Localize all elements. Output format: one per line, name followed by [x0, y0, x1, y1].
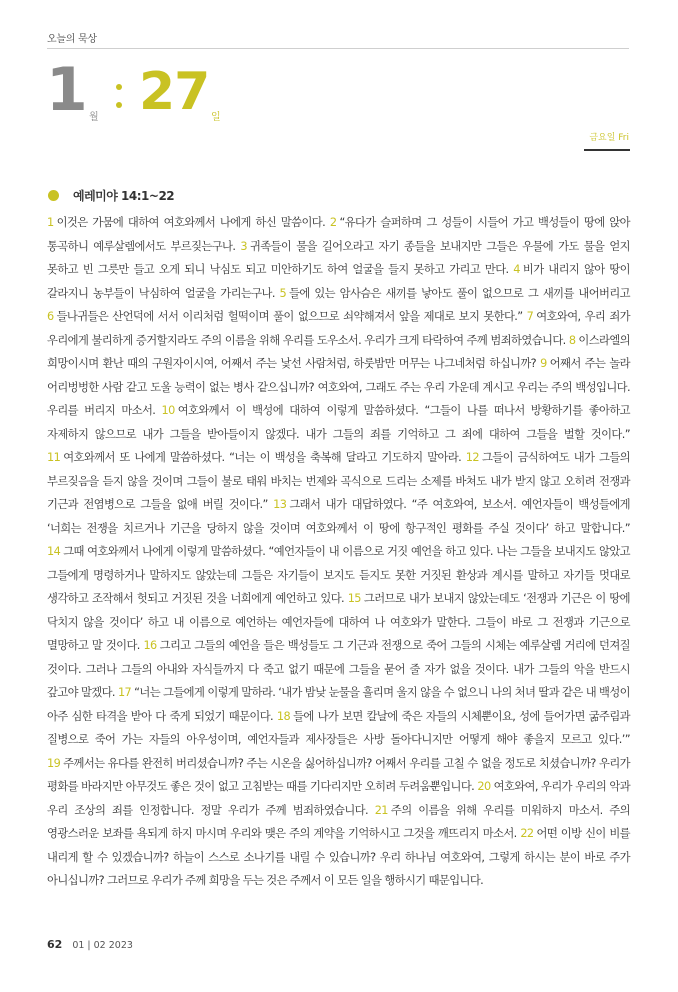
verse-text: “너는 그들에게 이렇게 말하라. ‘내가 밤낮 눈물을 흘리며 울지 않을 수 없으니 나의 처녀 딸과 같은 내 백성이 아주 심한 타격을 받아 다 죽게 되었기 때문이다. [47, 686, 630, 723]
verse-text: 그리고 그들의 예언을 들은 백성들도 그 기근과 전쟁으로 죽어 그들의 시체는 예루살렘 거리에 던져질 것이다. 그러나 그들의 아내와 자식들까지 다 죽고 없기 때문에 그들을 묻어 줄 자가 없을 것이다. 내가 그들의 악을 반드시 갚고야 말겠다. [47, 639, 630, 699]
verse-number: 15 [347, 592, 361, 605]
day-number: 27 [139, 62, 210, 122]
verse-number: 2 [329, 216, 337, 229]
day-unit: 일 [211, 112, 221, 123]
verse-text: 그때 여호와께서 나에게 이렇게 말씀하셨다. “예언자들이 내 이름으로 거짓 예언을 하고 있다. 나는 그들을 보내지도 않았고 그들에게 명령하거나 말하지도 않았는데 그들은 자기들이 보지도 듣지도 못한 거짓된 환상과 계시를 말하고 자기들 멋대로 생각하고 조작해서 헛되고 거짓된 것을 너희에게 예언하고 있다. [47, 545, 630, 605]
header-divider [47, 48, 629, 49]
verse-text: 여호와께서 이 백성에 대하여 이렇게 말씀하셨다. “그들이 나를 떠나서 방황하기를 좋아하고 자제하지 않으므로 내가 그들을 받아들이지 않겠다. 내가 그들의 죄를 기억하고 그 죄에 대하여 그들을 벌할 것이다.” [47, 404, 630, 441]
verse-text: 들나귀들은 산언덕에 서서 이리처럼 헐떡이며 풀이 없으므로 쇠약해져서 앞을 제대로 보지 못한다.” [56, 310, 523, 323]
month-unit: 월 [89, 112, 99, 123]
verse-number: 9 [540, 357, 547, 370]
issue-date: 01 | 02 2023 [72, 940, 133, 951]
verse-text: 어째서 주는 놀라 어리벙벙한 사람 같고 도울 능력이 없는 병사 같으십니까? 여호와여, 그래도 주는 우리 가운데 계시고 우리는 주의 백성입니다. 우리를 버리지 마소서. [47, 357, 630, 417]
verse-text: 귀족들이 물을 길어오라고 자기 종들을 보내지만 그들은 우물에 가도 물을 얻지 못하고 빈 그릇만 들고 오게 되니 낙심도 되고 미안하기도 하여 얼굴을 들지 못하고 가리고 만다. [47, 239, 630, 276]
verse-number: 13 [273, 498, 287, 511]
verse-number: 14 [47, 545, 61, 558]
verse-text: 여호와께서 또 나에게 말씀하셨다. “너는 이 백성을 축복해 달라고 기도하지 말아라. [63, 451, 462, 464]
scripture-reference [48, 187, 174, 204]
verse-text: 어떤 이방 신이 비를 내리게 할 수 있겠습니까? 하늘이 스스로 소나기를 내릴 수 있습니까? 우리 하나님 여호와여, 그렇게 하시는 분이 바로 주가 아니십니까? 그러므로 우리가 주께 희망을 두는 것은 주께서 이 모든 일을 행하시기 때문입니다. [47, 827, 630, 887]
verse-text: “유다가 슬퍼하며 그 성들이 시들어 가고 백성들이 땅에 앉아 통곡하니 예루살렘에서도 부르짖는구나. [47, 216, 630, 253]
verse-number: 5 [279, 286, 287, 300]
verse-number: 16 [143, 639, 157, 652]
weekday-label: 금요일 Fri [589, 133, 629, 143]
scripture-passage [47, 211, 630, 893]
verse-text: 들에 있는 암사슴은 새끼를 낳아도 풀이 없으므로 그 새끼를 내어버리고 [289, 286, 630, 300]
verse-text: 주께서는 유다를 완전히 버리셨습니까? 주는 시온을 싫어하십니까? 어째서 우리를 고칠 수 없을 정도로 치셨습니까? 우리가 평화를 바라지만 아무것도 좋은 것이 없고 고침받는 때를 기다리지만 오히려 두려움뿐입니다. [47, 756, 630, 793]
page-footer [47, 938, 133, 951]
verse-number: 20 [477, 780, 491, 793]
verse-text: 그러므로 내가 보내지 않았는데도 ‘전쟁과 기근은 이 땅에 닥치지 않을 것이다’ 하고 내 이름으로 예언하는 예언자들에 대하여 나 여호와가 말한다. 그들이 바로 그 전쟁과 기근으로 멸망하고 말 것이다. [47, 592, 630, 652]
verse-number: 4 [513, 263, 520, 276]
verse-number: 6 [47, 310, 54, 323]
verse-number: 7 [526, 310, 534, 323]
verse-number: 17 [117, 686, 132, 699]
verse-text: 여호와여, 우리가 우리의 악과 우리 조상의 죄를 인정합니다. 정말 우리가 주께 범죄하였습니다. [47, 780, 631, 817]
verse-text: 그들이 금식하여도 내가 그들의 부르짖음을 듣지 않을 것이며 그들이 불로 태워 바치는 번제와 곡식으로 드리는 소제를 바쳐도 내가 받지 않고 오히려 전쟁과 기근과 전염병으로 그들을 없애 버릴 것이다.” [47, 451, 630, 511]
verse-text: 이것은 가뭄에 대하여 여호와께서 나에게 하신 말씀이다. [56, 216, 326, 229]
section-title: 오늘의 묵상 [47, 34, 97, 45]
verse-text: 비가 내리지 않아 땅이 갈라지니 농부들이 낙심하여 얼굴을 가리는구나. [47, 263, 630, 300]
verse-number: 11 [47, 451, 61, 464]
verse-number: 18 [276, 709, 291, 723]
verse-number: 3 [240, 239, 247, 253]
verse-text: 들에 나가 보면 칼날에 죽은 자들의 시체뿐이요, 성에 들어가면 굶주림과 질병으로 죽어 가는 자들의 아우성이며, 예언자들과 제사장들은 사방 돌아다니지만 어떻게 해야 좋을지 모르고 있다.’” [47, 709, 630, 746]
verse-number: 10 [161, 404, 175, 417]
verse-number: 1 [47, 216, 54, 229]
bullet-dot-icon [48, 190, 59, 201]
verse-number: 12 [465, 451, 479, 464]
verse-text: 여호와여, 우리 죄가 우리에게 불리하게 증거할지라도 주의 이름을 위해 우리를 도우소서. 우리가 크게 타락하여 주께 범죄하였습니다. [47, 310, 630, 347]
verse-text: 그래서 내가 대답하였다. “주 여호와여, 보소서. 예언자들이 백성들에게 ‘너희는 전쟁을 치르거나 기근을 당하지 않을 것이며 여호와께서 이 땅에 항구적인 평화를 주실 것이다’ 하고 말합니다.” [47, 498, 630, 535]
verse-number: 8 [568, 333, 576, 347]
verse-number: 22 [520, 827, 534, 840]
scripture-reference-text: 예레미야 14:1~22 [73, 189, 175, 203]
page-number: 62 [47, 938, 63, 951]
date-colon [116, 84, 122, 110]
verse-number: 19 [47, 756, 61, 770]
verse-text: 이스라엘의 희망이시며 환난 때의 구원자이시여, 어째서 주는 낯선 사람처럼, 하룻밤만 머무는 나그네처럼 하십니까? [47, 333, 630, 370]
verse-text: 주의 이름을 위해 우리를 미워하지 마소서. 주의 영광스러운 보좌를 욕되게 하지 마시며 우리와 맺은 주의 계약을 기억하시고 그것을 깨뜨리지 마소서. [47, 803, 630, 840]
verse-number: 21 [374, 803, 388, 817]
month-number: 1 [46, 55, 88, 125]
weekday-underline [584, 149, 630, 151]
